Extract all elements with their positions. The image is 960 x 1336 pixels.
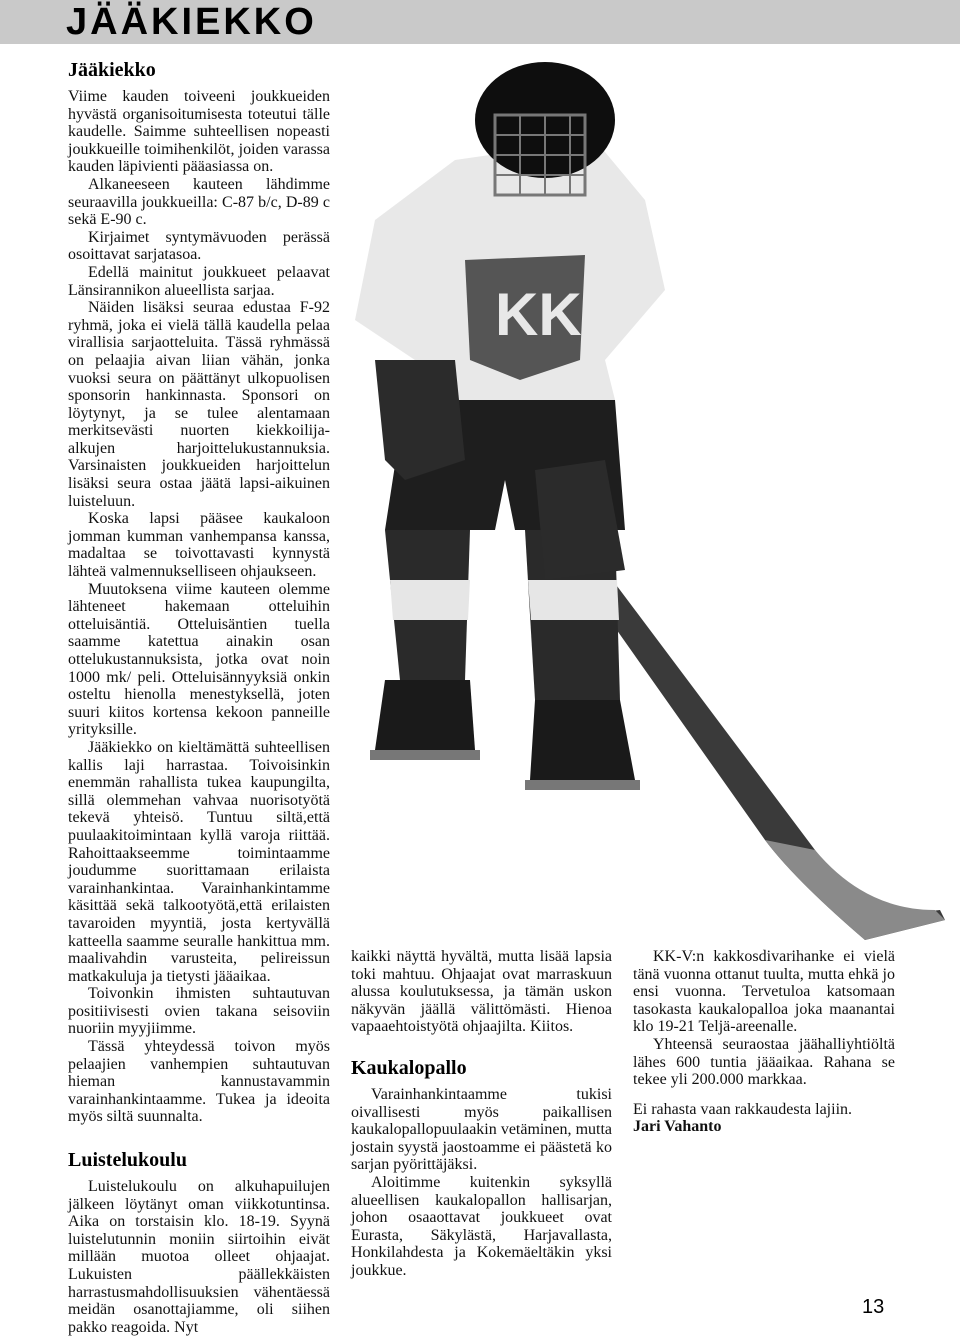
- paragraph: Yhteensä seuraostaa jäähalliyhtiöltä lähes 600 tuntia jääaikaa. Rahana se tekee yli 200.000 markkaa.: [633, 1035, 895, 1089]
- jersey-logo: KK: [495, 281, 582, 348]
- paragraph: Toivonkin ihmisten suhtautuvan positiivisesti ovien takana seisoviin nuoriin myyjiimme.: [68, 985, 330, 1038]
- section-title: JÄÄKIEKKO: [66, 1, 317, 43]
- page-number: 13: [862, 1296, 885, 1318]
- paragraph: kaikki näyttä hyvältä, mutta lisää lapsia toki mahtuu. Ohjaajat ovat marraskuun alussa koulutuksessa, ja tämän uskon näkyvän jäällä välittömästi. Hienoa vapaaehtoistyötä ohjaajilta. Kiitos.: [351, 948, 612, 1036]
- paragraph: Aloitimme kuitenkin syksyllä alueellisen kaukalopallon hallisarjan, johon osaaottavat joukkueet ovat Eurasta, Säkylästä, Harjavallasta, Honkilahdesta ja Kokemäeltäkin yksi joukkue.: [351, 1173, 612, 1279]
- paragraph: KK-V:n kakkosdivarihanke ei vielä tänä vuonna ottanut tuulta, mutta ehkä jo ensi vuonna. Tervetuloa katsomaan tasokasta kaukalopalloa joka maanantai klo 19-21 Teljä-areenalle.: [633, 948, 895, 1036]
- heading-jaakiekko: Jääkiekko: [68, 59, 156, 81]
- heading-luistelukoulu: Luistelukoulu: [68, 1149, 187, 1172]
- paragraph: Jääkiekko on kieltämättä suhteellisen kallis laji harrastaa. Toivoisinkin enemmän rahallista tukea kaupungilta, sillä olemmehan vahvaa nuorisotyötä tekevä yhteisö. Tuntuu siltä,että puulaakitoimintaan kyllä varoja riittää. Rahoittaakseemme toimintaamme joudumme suorittamaan erilaista varainhankintaa. Varainhankintamme käsittää sekä talkootyötä,että erilaisten tavaroiden myyntiä, josta kertyvällä katteella saamme seuralle hankittua mm. maalivahdin varusteita, pelireissun matkakuluja ja tietysti jääaikaa.: [68, 738, 330, 985]
- paragraph: Alkaneeseen kauteen lähdimme seuraavilla joukkueilla: C-87 b/c, D-89 c sekä E-90 c.: [68, 175, 330, 229]
- author-signature: Jari Vahanto: [633, 1118, 722, 1136]
- paragraph: Edellä mainitut joukkueet pelaavat Länsirannikon alueellista sarjaa.: [68, 263, 330, 299]
- paragraph: Tässä yhteydessä toivon myös pelaajien vanhempien suhtautuvan hieman kannustavammin varainhankintaamme. Tukea ja ideoita myös siltä suunnalta.: [68, 1038, 330, 1126]
- hockey-player-photo: [345, 60, 945, 940]
- glove-left: [375, 360, 465, 480]
- article-column-3: [633, 948, 895, 1136]
- article-column-1: [68, 58, 330, 1336]
- closing-line: Ei rahasta vaan rakkaudesta lajiin.: [633, 1100, 853, 1118]
- paragraph: Luistelukoulu on alkuhapuilujen jälkeen löytänyt oman viikkotuntinsa. Aika on torstaisin klo. 18-19. Syynä luistelutunnin moniin siirtoihin eivät millään muotoa olleet ohjaajat. Lukuisten päällekkäisten harrastusmahdollisuuksien vähentäessä meidän osanottajiamme, oli siihen pakko reagoida. Nyt: [68, 1178, 330, 1336]
- paragraph: Näiden lisäksi seuraa edustaa F-92 ryhmä, joka ei vielä tällä kaudella pelaa virallisia sarjaotteluita. Tässä ryhmässä on pelaajia aivan liian vähän, jonka vuoksi seura on päättänyt ulkopuolisen sponsorin hankinnasta. Sponsori on löytynyt, ja se tulee alentamaan merkitsevästi nuorten kiekkoilija-alkujen harjoittelukustannuksia. Varsinaisten joukkueiden harjoittelun lisäksi seura ostaa jäätä lapsi-aikuinen luisteluun.: [68, 299, 330, 510]
- heading-kaukalopallo: Kaukalopallo: [351, 1056, 467, 1079]
- article-column-2: [351, 948, 612, 1280]
- skate-right: [530, 700, 635, 780]
- paragraph: Muutoksena viime kauteen olemme lähteneet hakemaan otteluihin otteluisäntiä. Otteluisäntien tuella saamme katettua ainakin osan ottelukustannuksista, jotka ovat noin 1000 mk/ peli. Otteluisännyyksiä onkin osteltu hienolla menestyksellä, joten suuri kiitos kortensa kekoon panneille yrityksille.: [68, 580, 330, 739]
- skate-left: [375, 680, 475, 750]
- paragraph: Koska lapsi pääsee kaukaloon jomman kumman vanhempansa kanssa, madaltaa se toivottavasti kynnystä lähteä valmennukselliseen ohjaukseen.: [68, 510, 330, 581]
- paragraph: Varainhankintaamme tukisi oivallisesti myös paikallisen kaukalopallopuulaakin vetäminen, mutta jostain syystä jaostoamme ei päästetä ko sarjan pyörittäjäksi.: [351, 1085, 612, 1174]
- paragraph: Kirjaimet syntymävuoden perässä osoittavat sarjatasoa.: [68, 228, 330, 264]
- paragraph: Viime kauden toiveeni joukkueiden hyvästä organisoitumisesta toteutui tälle kaudelle. Saimme suhteellisen nopeasti joukkueille toimihenkilöt, joiden varassa kauden läpivienti pääasiassa on.: [68, 88, 330, 176]
